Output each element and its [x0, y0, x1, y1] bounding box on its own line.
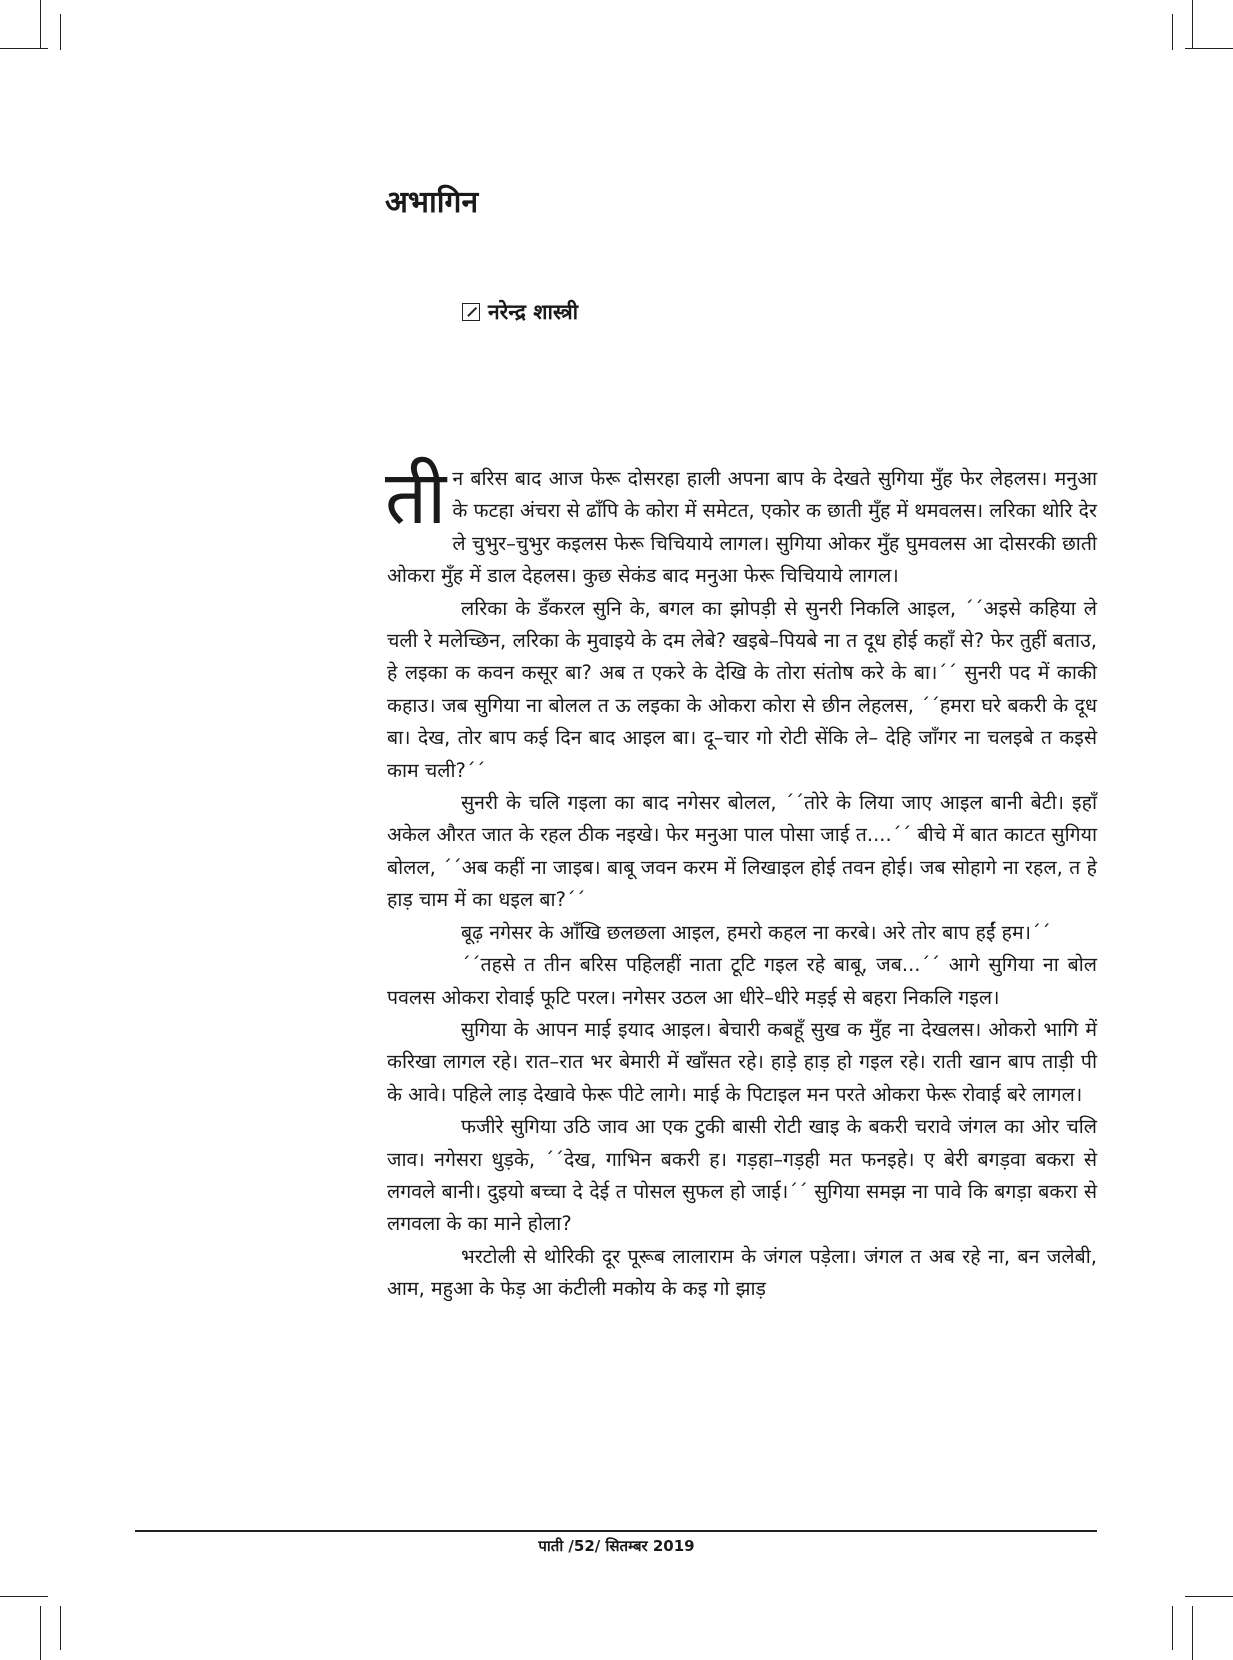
crop-mark	[1172, 1606, 1173, 1650]
paragraph: लरिका के डँकरल सुनि के, बगल का झोपड़ी से सुनरी निकलि आइल, ´´अइसे कहिया ले चली रे मलेच्छिन, लरिका के मुवाइये के दम लेबे? खइबे–पियबे ना त दूध होई कहाँ से? फेर तुहीं बताउ, हे लइका क कवन कसूर बा? अब त एकरे के देखि के तोरा संतोष करे के बा।´´ सुनरी पद में काकी कहाउ। जब सुगिया ना बोलल त ऊ लइका के ओकरा कोरा से छीन लेहलस, ´´हमरा घरे बकरी के दूध बा। देख, तोर बाप कई दिन बाद आइल बा। दू–चार गो रोटी सेंकि ले– देहि जाँगर ना चलइबे त कइसे काम चली?´´	[387, 596, 1097, 782]
footer-rule	[135, 1530, 1097, 1532]
crop-mark	[1185, 48, 1233, 49]
paragraph	[385, 455, 1097, 593]
crop-mark	[40, 0, 41, 48]
author-byline	[462, 298, 578, 326]
crop-mark	[1172, 14, 1173, 50]
crop-mark	[0, 48, 48, 49]
paragraph-text: न बरिस बाद आज फेरू दोसरहा हाली अपना बाप के देखते सुगिया मुँह फेर लेहलस। मनुआ के फटहा अंचरा से ढाँपि के कोरा में समेटत, एकोर क छाती मुँह में थमवलस। लरिका थोरि देर ले चुभुर–चुभुर कइलस फेरू चिचियाये लागल। सुगिया ओकर मुँह घुमवलस आ दोसरकी छाती ओकरा मुँह में डाल देहलस। कुछ सेकंड बाद मनुआ फेरू चिचियाये लागल।	[387, 467, 1097, 588]
crop-mark	[40, 1606, 41, 1660]
paragraph: फजीरे सुगिया उठि जाव आ एक टुकी बासी रोटी खाइ के बकरी चरावे जंगल का ओर चलि जाव। नगेसरा धुड़के, ´´देख, गाभिन बकरी ह। गड़हा–गड़ही मत फनइहे। ए बेरी बगड़वा बकरा से लगवले बानी। दुइयो बच्चा दे देई त पोसल सुफल हो जाई।´´ सुगिया समझ ना पावे कि बगड़ा बकरा से लगवला के का माने होला?	[387, 1115, 1097, 1236]
paragraph: ´´तहसे त तीन बरिस पहिलहीं नाता टूटि गइल रहे बाबू, जब...´´ आगे सुगिया ना बोल पवलस ओकरा रोवाई फूटि परल। नगेसर उठल आ धीरे–धीरे मड़ई से बहरा निकलि गइल।	[387, 953, 1097, 1009]
crop-mark	[1192, 0, 1193, 48]
crop-mark	[1192, 1606, 1193, 1660]
page-footer: पाती /52/ सितम्बर 2019	[538, 1537, 695, 1555]
paragraph: भरटोली से थोरिकी दूर पूरूब लालाराम के जंगल पड़ेला। जंगल त अब रहे ना, बन जलेबी, आम, महुआ के फेड़ आ कंटीली मकोय के कइ गो झाड़	[387, 1244, 1097, 1301]
author-name: नरेन्द्र शास्त्री	[488, 300, 579, 324]
article-body	[385, 455, 1097, 1306]
crop-mark	[0, 1596, 48, 1597]
crop-mark	[60, 14, 61, 50]
pen-icon	[462, 303, 480, 321]
paragraph: बूढ़ नगेसर के आँखि छलछला आइल, हमरो कहल ना करबे। अरे तोर बाप हईं हम।´´	[461, 920, 1051, 944]
drop-cap: ती	[385, 455, 447, 541]
paragraph: सुनरी के चलि गइला का बाद नगेसर बोलल, ´´तोरे के लिया जाए आइल बानी बेटी। इहाँ अकेल औरत जात के रहल ठीक नइखे। फेर मनुआ पाल पोसा जाई त....´´ बीचे में बात काटत सुगिया बोलल, ´´अब कहीं ना जाइब। बाबू जवन करम में लिखाइल होई तवन होई। जब सोहागे ना रहल, त हे हाड़ चाम में का धइल बा?´´	[387, 791, 1097, 912]
article-title: अभागिन	[385, 185, 479, 220]
crop-mark	[60, 1606, 61, 1650]
crop-mark	[1185, 1596, 1233, 1597]
paragraph: सुगिया के आपन माई इयाद आइल। बेचारी कबहूँ सुख क मुँह ना देखलस। ओकरो भागि में करिखा लागल रहे। रात–रात भर बेमारी में खाँसत रहे। हाड़े हाड़ हो गइल रहे। राती खान बाप ताड़ी पी के आवे। पहिले लाड़ देखावे फेरू पीटे लागे। माई के पिटाइल मन परते ओकरा फेरू रोवाई बरे लागल।	[387, 1017, 1097, 1106]
